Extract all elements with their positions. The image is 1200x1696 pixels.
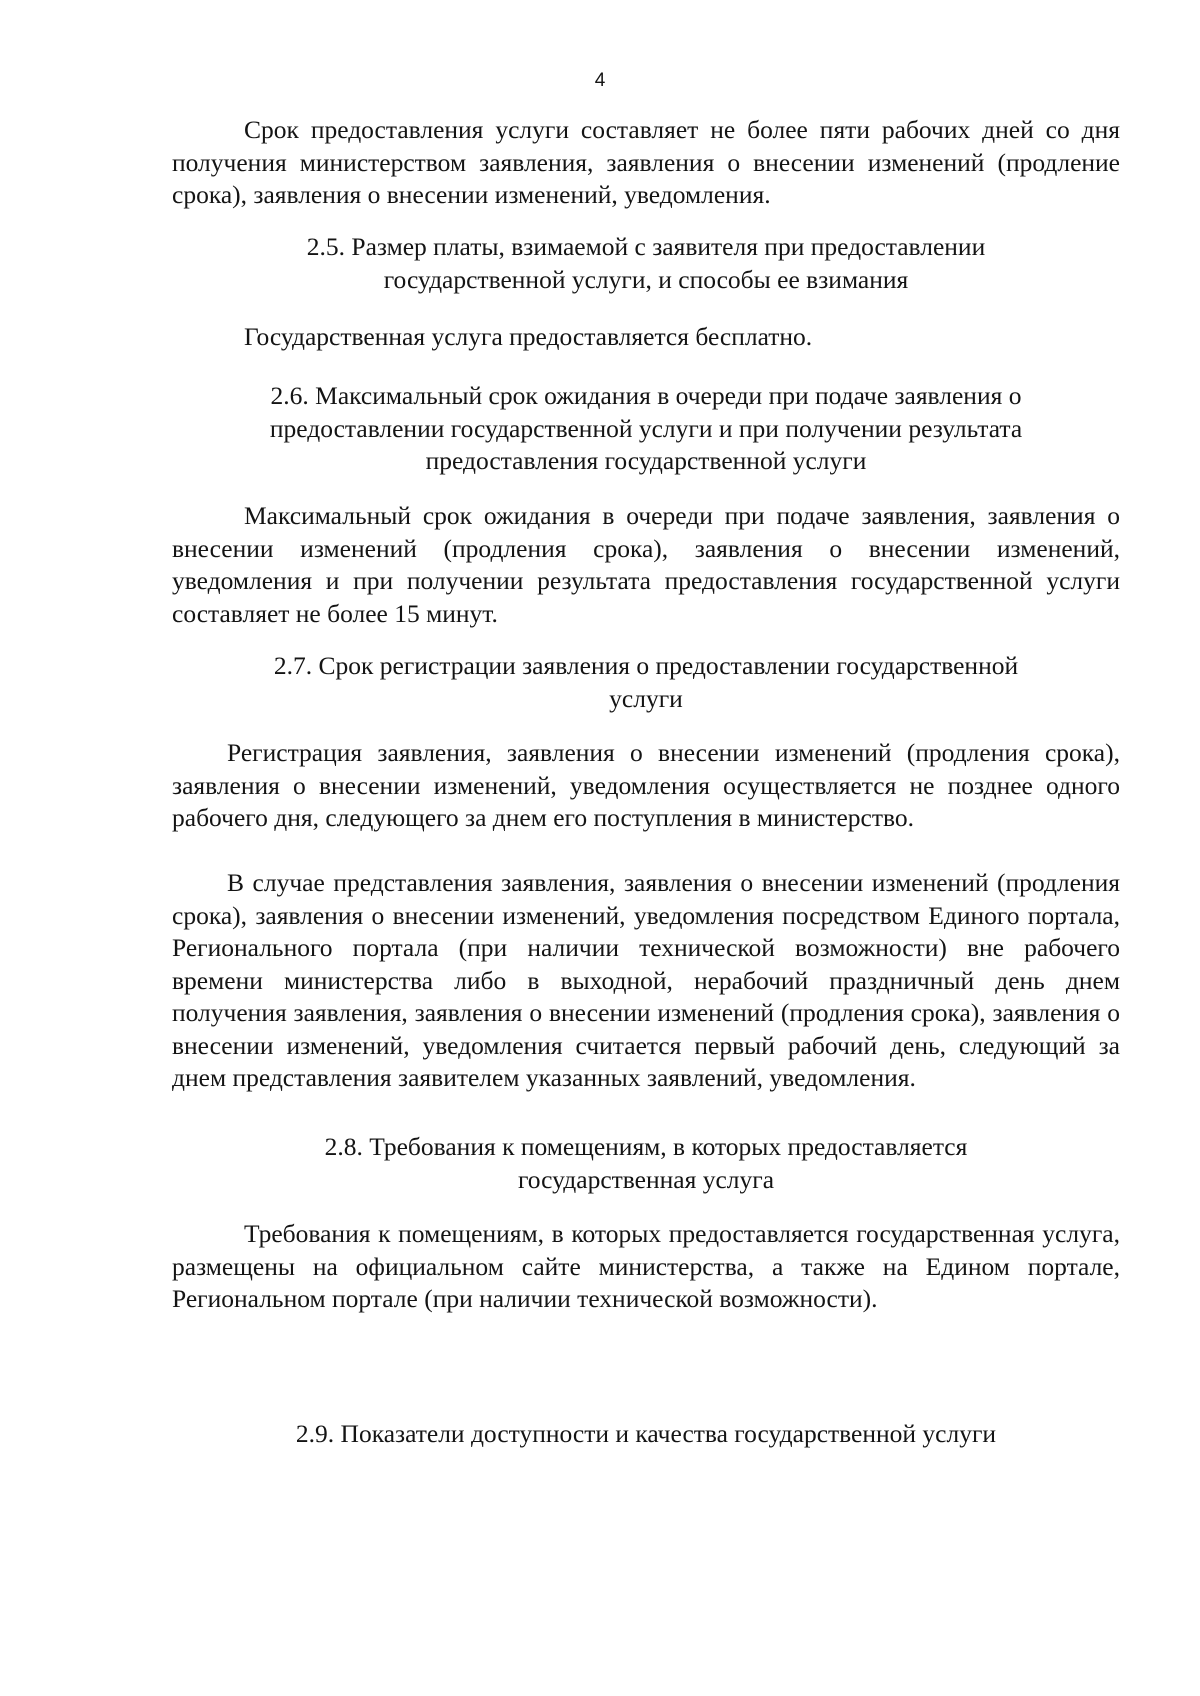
heading-line: государственной услуги, и способы ее взимания [383,264,909,294]
paragraph-section-2-7-registration: Регистрация заявления, заявления о внесении изменений (продления срока), заявления о внесении изменений, уведомления осуществляется не позднее одного рабочего дня, следующего за днем его поступления в министерство. [172,738,1120,832]
heading-line: 2.6. Максимальный срок ожидания в очереди при подаче заявления о [270,381,1022,410]
paragraph-section-2-8: Требования к помещениям, в которых предоставляется государственная услуга, размещены на официальном сайте министерства, а также на Едином портале, Региональном портале (при наличии технической возможности). [172,1219,1120,1313]
heading-line: 2.5. Размер платы, взимаемой с заявителя при предоставлении [306,232,986,261]
paragraph-section-2-5: Государственная услуга предоставляется бесплатно. [244,322,813,351]
heading-section-2-5 [172,231,1120,296]
heading-section-2-6 [172,380,1120,478]
heading-line: услуги [609,683,683,713]
heading-line: 2.9. Показатели доступности и качества государственной услуги [295,1419,997,1448]
heading-line: 2.8. Требования к помещениям, в которых предоставляется [324,1132,968,1161]
heading-line: предоставления государственной услуги [425,446,867,475]
paragraph-section-2-6: Максимальный срок ожидания в очереди при подаче заявления, заявления о внесении изменений (продления срока), заявления о внесении изменений, уведомления и при получении результата предоставления государственной услуги составляет не более 15 минут. [172,501,1120,628]
heading-line: 2.7. Срок регистрации заявления о предоставлении государственной [273,651,1019,680]
heading-section-2-9 [172,1418,1120,1451]
paragraph-service-term: Срок предоставления услуги составляет не более пяти рабочих дней со дня получения министерством заявления, заявления о внесении изменений (продление срока), заявления о внесении изменений, уведомления. [172,115,1120,209]
heading-section-2-7 [172,650,1120,715]
heading-line: государственная услуга [517,1164,775,1194]
heading-section-2-8 [172,1131,1120,1196]
page-number: 4 [594,70,606,91]
heading-line: предоставлении государственной услуги и при получении результата [269,413,1023,443]
paragraph-section-2-7-portal: В случае представления заявления, заявления о внесении изменений (продления срока), заявления о внесении изменений, уведомления посредством Единого портала, Регионального портала (при наличии технической возможности) вне рабочего времени министерства либо в выходной, нерабочий праздничный день днем получения заявления, заявления о внесении изменений (продления срока), заявления о внесении изменений, уведомления считается первый рабочий день, следующий за днем представления заявителем указанных заявлений, уведомления. [172,868,1120,1092]
